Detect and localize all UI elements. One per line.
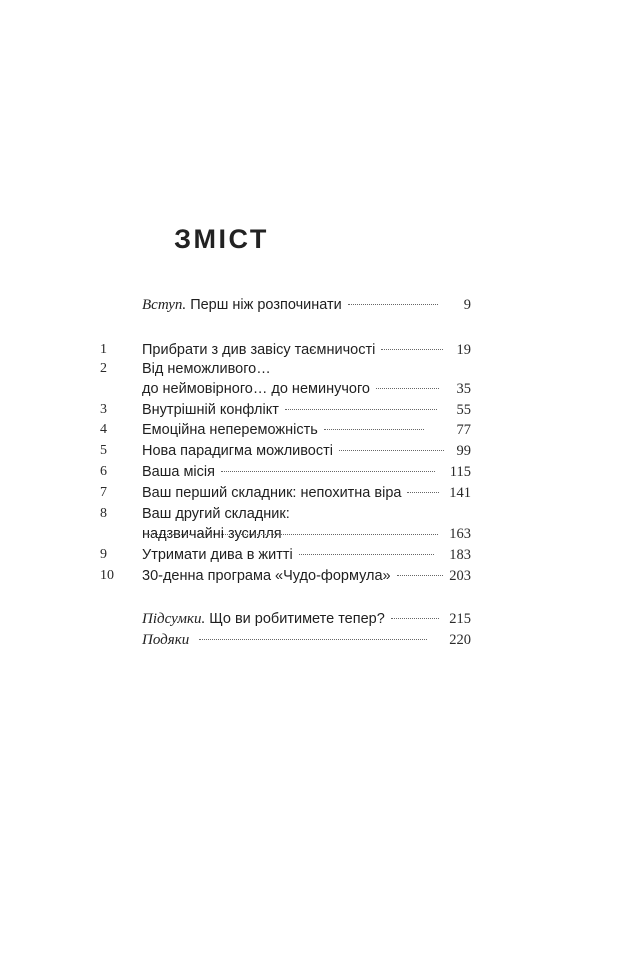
toc-page-number: 183	[449, 547, 471, 563]
toc-entry-label: Від неможливого…	[142, 361, 271, 377]
toc-page-number: 35	[456, 381, 471, 397]
chapter-number: 9	[100, 547, 107, 562]
toc-page-number: 19	[456, 342, 471, 358]
chapter-number: 10	[100, 568, 114, 583]
toc-entry-label: Ваш перший складник: непохитна віра	[142, 485, 402, 501]
toc-entry-label: Нова парадигма можливості	[142, 443, 333, 459]
toc-page-number: 99	[456, 443, 471, 459]
toc-entry-italic-label: Вступ.	[142, 297, 187, 313]
toc-entry-text	[142, 421, 424, 439]
toc-entry-label: Прибрати з див завісу таємничості	[142, 342, 376, 358]
chapter-number: 4	[100, 422, 107, 437]
toc-entry-text	[142, 341, 443, 359]
toc-page-number: 203	[449, 568, 471, 584]
dot-leader	[285, 409, 437, 410]
dot-leader	[391, 618, 439, 619]
dot-leader	[376, 388, 439, 389]
dot-leader	[199, 639, 427, 640]
toc-title: ЗМІСТ	[174, 224, 269, 254]
toc-entry-italic-label: Підсумки.	[142, 611, 206, 627]
dot-leader	[348, 304, 438, 305]
dot-leader	[381, 349, 443, 350]
chapter-number: 1	[100, 342, 107, 357]
toc-entry-label-line2: до неймовірного… до неминучого	[142, 381, 370, 397]
toc-page-number: 215	[449, 611, 471, 627]
toc-entry-label: Перш ніж розпочинати	[190, 297, 342, 313]
dot-leader	[339, 450, 444, 451]
dot-leader	[397, 575, 443, 576]
dot-leader	[148, 534, 438, 535]
toc-entry-text	[142, 546, 434, 564]
chapter-number: 6	[100, 464, 107, 479]
toc-entry-label: Ваша місія	[142, 464, 215, 480]
chapter-number: 5	[100, 443, 107, 458]
toc-entry-label: Що ви робитимете тепер?	[209, 611, 385, 627]
toc-entry-italic-label: Подяки	[142, 632, 190, 648]
toc-entry-text	[142, 296, 438, 314]
toc-page-number: 9	[463, 297, 471, 313]
toc-entry-text	[142, 631, 427, 649]
toc-entry-text	[142, 360, 439, 398]
chapter-number: 7	[100, 485, 107, 500]
chapter-number: 2	[100, 361, 107, 376]
toc-entry-label: Ваш другий складник:	[142, 506, 290, 522]
toc-page-number: 115	[449, 464, 471, 480]
toc-entry-label: Внутрішній конфлікт	[142, 402, 279, 418]
toc-page-number: 163	[449, 526, 471, 542]
dot-leader	[324, 429, 424, 430]
chapter-number: 8	[100, 506, 107, 521]
toc-entry-text	[142, 401, 437, 419]
toc-entry-label: Утримати дива в житті	[142, 547, 293, 563]
toc-page-number: 220	[449, 632, 471, 648]
toc-entry-text	[142, 463, 435, 481]
toc-entry-text	[142, 484, 439, 502]
toc-entry-text	[142, 567, 443, 585]
toc-page-number: 77	[456, 422, 471, 438]
toc-entry-text	[142, 442, 444, 460]
toc-entry-label: 30-денна програма «Чудо-формула»	[142, 568, 391, 584]
toc-entry-label-line2: надзвичайні зусилля	[142, 526, 282, 542]
toc-entry-text	[142, 610, 439, 628]
toc-page-number: 141	[449, 485, 471, 501]
dot-leader	[407, 492, 439, 493]
toc-entry-text	[142, 505, 290, 543]
chapter-number: 3	[100, 402, 107, 417]
toc-page-number: 55	[456, 402, 471, 418]
dot-leader	[299, 554, 434, 555]
dot-leader	[221, 471, 435, 472]
toc-entry-label: Емоційна непереможність	[142, 422, 318, 438]
